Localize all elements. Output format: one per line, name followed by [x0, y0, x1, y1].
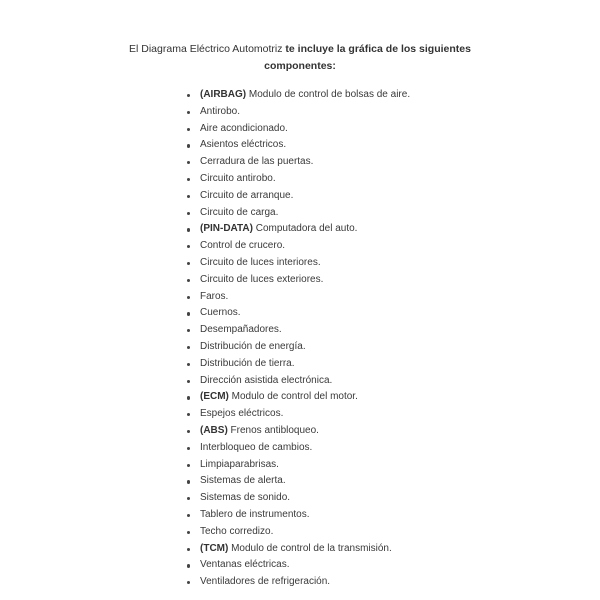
list-item-text: Antirobo. — [200, 105, 241, 117]
list-item — [185, 221, 410, 238]
list-item-text: Circuito de carga. — [200, 206, 279, 218]
bullet-icon — [187, 480, 190, 483]
bullet-icon — [187, 396, 190, 399]
bullet-icon — [187, 413, 190, 416]
bullet-icon — [187, 296, 190, 299]
list-item — [185, 423, 410, 440]
bullet-icon — [187, 464, 190, 467]
list-item — [185, 541, 410, 558]
bullet-icon — [187, 380, 190, 383]
list-item — [185, 137, 410, 154]
list-item — [185, 171, 410, 188]
bullet-icon — [187, 329, 190, 332]
component-list — [185, 87, 410, 591]
list-item-text: Circuito de luces exteriores. — [200, 273, 324, 285]
intro-normal-text: El Diagrama Eléctrico Automotriz — [129, 43, 286, 55]
list-item-tag: (TCM) — [200, 542, 229, 554]
list-item-text: Dirección asistida electrónica. — [200, 374, 333, 386]
list-item — [185, 322, 410, 339]
list-item-tag: (PIN-DATA) — [200, 223, 253, 235]
list-item-tag: (ABS) — [200, 424, 228, 436]
bullet-icon — [187, 128, 190, 131]
list-item — [185, 289, 410, 306]
list-item-text: Computadora del auto. — [252, 223, 358, 235]
list-item — [185, 272, 410, 289]
list-item-text: Modulo de control del motor. — [228, 391, 358, 403]
list-item — [185, 389, 410, 406]
list-item-text: Interbloqueo de cambios. — [200, 441, 313, 453]
bullet-icon — [187, 363, 190, 366]
list-item — [185, 339, 410, 356]
bullet-icon — [187, 178, 190, 181]
list-item-text: Modulo de control de la transmisión. — [228, 542, 392, 554]
list-item — [185, 406, 410, 423]
list-item-text: Espejos eléctricos. — [200, 408, 284, 420]
list-item-text: Techo corredizo. — [200, 525, 274, 537]
list-item-text: Control de crucero. — [200, 240, 286, 252]
bullet-icon — [187, 514, 190, 517]
list-item-text: Sistemas de alerta. — [200, 475, 286, 487]
bullet-icon — [187, 212, 190, 215]
bullet-icon — [187, 144, 190, 147]
intro-line-2: componentes: — [264, 60, 336, 72]
list-item-text: Ventiladores de refrigeración. — [200, 576, 331, 588]
list-item-tag: (ECM) — [200, 391, 229, 403]
list-item-text: Desempañadores. — [200, 324, 282, 336]
bullet-icon — [187, 564, 190, 567]
list-item-text: Ventanas eléctricas. — [200, 559, 290, 571]
list-item-text: Circuito antirobo. — [200, 172, 276, 184]
bullet-icon — [187, 548, 190, 551]
list-item — [185, 104, 410, 121]
bullet-icon — [187, 111, 190, 114]
bullet-icon — [187, 581, 190, 584]
list-item — [185, 507, 410, 524]
intro-paragraph — [0, 41, 600, 75]
list-item — [185, 440, 410, 457]
list-item — [185, 557, 410, 574]
list-item — [185, 524, 410, 541]
list-item — [185, 490, 410, 507]
bullet-icon — [187, 94, 190, 97]
bullet-icon — [187, 228, 190, 231]
list-item — [185, 87, 410, 104]
intro-bold-text: te incluye la gráfica de los siguientes — [285, 43, 471, 55]
list-item — [185, 473, 410, 490]
list-item-text: Cuernos. — [200, 307, 241, 319]
bullet-icon — [187, 262, 190, 265]
bullet-icon — [187, 195, 190, 198]
list-item-text: Tablero de instrumentos. — [200, 508, 310, 520]
list-item — [185, 356, 410, 373]
list-item — [185, 255, 410, 272]
bullet-icon — [187, 531, 190, 534]
list-item-text: Cerradura de las puertas. — [200, 156, 314, 168]
bullet-icon — [187, 497, 190, 500]
list-item — [185, 188, 410, 205]
list-item — [185, 154, 410, 171]
list-item-text: Frenos antibloqueo. — [227, 424, 319, 436]
list-item — [185, 238, 410, 255]
bullet-icon — [187, 447, 190, 450]
bullet-icon — [187, 346, 190, 349]
list-item-text: Aire acondicionado. — [200, 122, 288, 134]
bullet-icon — [187, 161, 190, 164]
list-item — [185, 457, 410, 474]
bullet-icon — [187, 279, 190, 282]
list-item-text: Modulo de control de bolsas de aire. — [246, 89, 411, 100]
list-item-text: Asientos eléctricos. — [200, 139, 287, 151]
list-item-text: Circuito de luces interiores. — [200, 256, 321, 268]
list-item-text: Distribución de tierra. — [200, 357, 295, 369]
list-item — [185, 305, 410, 322]
intro-line-1 — [0, 41, 600, 58]
bullet-icon — [187, 312, 190, 315]
list-item-text: Distribución de energía. — [200, 340, 306, 352]
list-item — [185, 205, 410, 222]
list-item-text: Circuito de arranque. — [200, 189, 294, 201]
list-item — [185, 121, 410, 138]
list-item-text: Limpiaparabrisas. — [200, 458, 279, 470]
list-item — [185, 574, 410, 591]
list-item-text: Sistemas de sonido. — [200, 492, 291, 504]
list-item-text: Faros. — [200, 290, 229, 302]
bullet-icon — [187, 430, 190, 433]
list-item — [185, 373, 410, 390]
list-item-tag: (AIRBAG) — [200, 89, 247, 100]
bullet-icon — [187, 245, 190, 248]
